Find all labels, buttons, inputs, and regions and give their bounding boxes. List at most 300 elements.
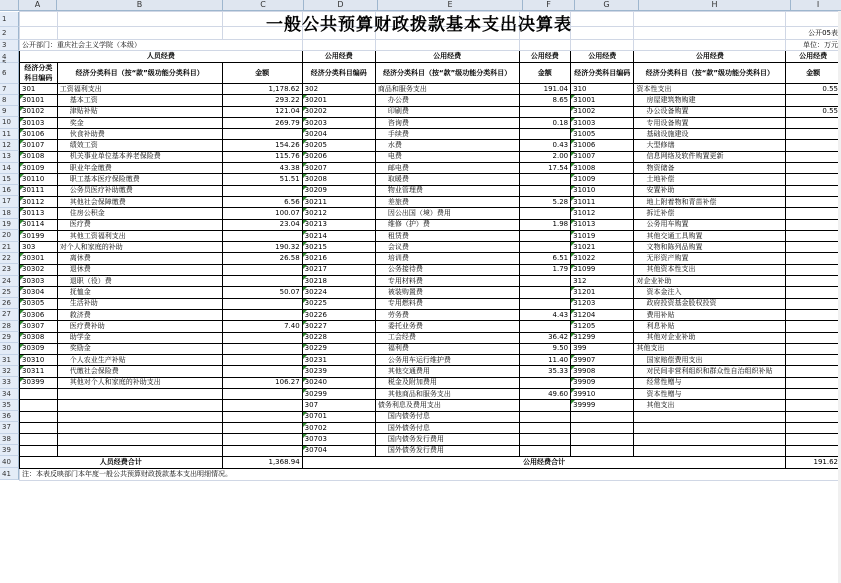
- code-cell[interactable]: 31011: [571, 196, 634, 207]
- code-cell[interactable]: 30299: [302, 389, 375, 400]
- name-cell[interactable]: 咨询费: [375, 117, 519, 128]
- amount-header[interactable]: 金额: [786, 63, 841, 84]
- amount-cell[interactable]: [786, 174, 841, 185]
- name-cell[interactable]: 其他资本性支出: [634, 264, 786, 275]
- name-cell[interactable]: 拆迁补偿: [634, 208, 786, 219]
- row-header[interactable]: 34: [0, 389, 19, 400]
- column-header-c[interactable]: C: [223, 0, 304, 11]
- code-cell[interactable]: 30303: [20, 276, 58, 287]
- column-header-b[interactable]: B: [57, 0, 223, 11]
- name-cell[interactable]: 其他商品和服务支出: [375, 389, 519, 400]
- amount-cell[interactable]: [786, 95, 841, 106]
- code-cell[interactable]: 30226: [302, 309, 375, 320]
- name-cell[interactable]: 国外债务发行费用: [375, 445, 519, 456]
- column-header-d[interactable]: D: [304, 0, 378, 11]
- amount-cell[interactable]: 26.58: [222, 253, 302, 264]
- name-cell[interactable]: 工会经费: [375, 332, 519, 343]
- row-header[interactable]: 41: [0, 468, 19, 480]
- name-cell[interactable]: 其他交通工具购置: [634, 230, 786, 241]
- public-header[interactable]: 公用经费: [634, 51, 786, 63]
- name-cell[interactable]: 公务接待费: [375, 264, 519, 275]
- row-header[interactable]: 9: [0, 106, 19, 117]
- amount-cell[interactable]: [786, 366, 841, 377]
- amount-cell[interactable]: [519, 411, 571, 422]
- name-cell[interactable]: 退职（役）费: [57, 276, 222, 287]
- code-cell[interactable]: 31021: [571, 242, 634, 253]
- amount-cell[interactable]: [786, 377, 841, 388]
- public-header[interactable]: 公用经费: [519, 51, 571, 63]
- amount-cell[interactable]: [786, 276, 841, 287]
- row-header[interactable]: 22: [0, 253, 19, 264]
- cell[interactable]: [375, 40, 519, 51]
- code-cell[interactable]: 30228: [302, 332, 375, 343]
- code-cell[interactable]: 31203: [571, 298, 634, 309]
- public-header[interactable]: 公用经费: [571, 51, 634, 63]
- amount-cell[interactable]: [519, 287, 571, 298]
- row-header[interactable]: 23: [0, 264, 19, 275]
- amount-cell[interactable]: [519, 174, 571, 185]
- code-cell[interactable]: 31013: [571, 219, 634, 230]
- row-header[interactable]: 1: [0, 12, 19, 27]
- code-cell[interactable]: 30109: [20, 163, 58, 174]
- amount-cell[interactable]: [786, 253, 841, 264]
- name-cell[interactable]: 国外债务付息: [375, 422, 519, 433]
- row-header[interactable]: 11: [0, 129, 19, 140]
- amount-cell[interactable]: 115.76: [222, 151, 302, 162]
- row-header[interactable]: 29: [0, 332, 19, 343]
- row-header[interactable]: 16: [0, 185, 19, 196]
- name-cell[interactable]: 国内债务发行费用: [375, 434, 519, 445]
- name-header[interactable]: 经济分类科目（按“款”级功能分类科目）: [57, 63, 222, 84]
- code-cell[interactable]: 31001: [571, 95, 634, 106]
- row-header[interactable]: 15: [0, 174, 19, 185]
- row-header[interactable]: 25: [0, 287, 19, 298]
- code-cell[interactable]: 30207: [302, 163, 375, 174]
- amount-cell[interactable]: 11.40: [519, 355, 571, 366]
- public-header[interactable]: 公用经费: [375, 51, 519, 63]
- code-cell[interactable]: 30311: [20, 366, 58, 377]
- name-cell[interactable]: 基本工资: [57, 95, 222, 106]
- code-cell[interactable]: 31007: [571, 151, 634, 162]
- row-header[interactable]: 37: [0, 422, 19, 433]
- code-cell[interactable]: 39909: [571, 377, 634, 388]
- row-header[interactable]: 10: [0, 117, 19, 128]
- code-cell[interactable]: 31201: [571, 287, 634, 298]
- public-header[interactable]: 公用经费: [786, 51, 841, 63]
- amount-cell[interactable]: [519, 129, 571, 140]
- name-cell[interactable]: [634, 434, 786, 445]
- name-cell[interactable]: 机关事业单位基本养老保险费: [57, 151, 222, 162]
- code-cell[interactable]: 312: [571, 276, 634, 287]
- name-cell[interactable]: 公务员医疗补助缴费: [57, 185, 222, 196]
- code-cell[interactable]: 30108: [20, 151, 58, 162]
- name-cell[interactable]: 差旅费: [375, 196, 519, 207]
- amount-cell[interactable]: [222, 422, 302, 433]
- name-cell[interactable]: 大型修缮: [634, 140, 786, 151]
- code-cell[interactable]: 30202: [302, 106, 375, 117]
- code-cell[interactable]: 30213: [302, 219, 375, 230]
- code-cell[interactable]: 30217: [302, 264, 375, 275]
- amount-cell[interactable]: [786, 400, 841, 411]
- code-cell[interactable]: 307: [302, 400, 375, 411]
- name-cell[interactable]: 信息网络及软件购置更新: [634, 151, 786, 162]
- form-code[interactable]: 公开05表: [786, 27, 841, 40]
- amount-cell[interactable]: 5.28: [519, 196, 571, 207]
- name-cell[interactable]: [634, 411, 786, 422]
- name-cell[interactable]: 资本金注入: [634, 287, 786, 298]
- code-cell[interactable]: 30239: [302, 366, 375, 377]
- amount-cell[interactable]: [519, 276, 571, 287]
- code-cell[interactable]: 30101: [20, 95, 58, 106]
- code-cell[interactable]: 30702: [302, 422, 375, 433]
- amount-cell[interactable]: 9.50: [519, 343, 571, 354]
- code-cell[interactable]: 31204: [571, 309, 634, 320]
- amount-cell[interactable]: [222, 445, 302, 456]
- name-cell[interactable]: 绩效工资: [57, 140, 222, 151]
- personnel-total-value[interactable]: 1,368.94: [222, 456, 302, 468]
- amount-cell[interactable]: [519, 208, 571, 219]
- code-cell[interactable]: [571, 445, 634, 456]
- code-cell[interactable]: 31006: [571, 140, 634, 151]
- code-header[interactable]: 经济分类科目编码: [302, 63, 375, 84]
- amount-cell[interactable]: [786, 445, 841, 456]
- name-header[interactable]: 经济分类科目（按“款”级功能分类科目）: [375, 63, 519, 84]
- amount-cell[interactable]: [222, 185, 302, 196]
- name-cell[interactable]: 对个人和家庭的补助: [57, 242, 222, 253]
- column-header-h[interactable]: H: [639, 0, 791, 11]
- row-header[interactable]: 24: [0, 276, 19, 287]
- amount-cell[interactable]: [786, 208, 841, 219]
- column-header-i[interactable]: I: [791, 0, 841, 11]
- name-cell[interactable]: 费用补贴: [634, 309, 786, 320]
- amount-cell[interactable]: 17.54: [519, 163, 571, 174]
- code-cell[interactable]: 30227: [302, 321, 375, 332]
- row-header[interactable]: 17: [0, 196, 19, 207]
- code-cell[interactable]: [571, 422, 634, 433]
- name-cell[interactable]: 专用设备购置: [634, 117, 786, 128]
- amount-cell[interactable]: [786, 140, 841, 151]
- name-cell[interactable]: 手续费: [375, 129, 519, 140]
- amount-cell[interactable]: 0.55: [786, 84, 841, 95]
- name-cell[interactable]: 专用燃料费: [375, 298, 519, 309]
- code-cell[interactable]: 31012: [571, 208, 634, 219]
- name-cell[interactable]: [57, 422, 222, 433]
- code-cell[interactable]: 39999: [571, 400, 634, 411]
- amount-cell[interactable]: 8.65: [519, 95, 571, 106]
- code-cell[interactable]: 310: [571, 84, 634, 95]
- code-cell[interactable]: 31299: [571, 332, 634, 343]
- footnote[interactable]: 注：本表反映部门本年度一般公共预算财政拨款基本支出明细情况。: [20, 468, 841, 480]
- code-cell[interactable]: [20, 411, 58, 422]
- name-cell[interactable]: 其他工资福利支出: [57, 230, 222, 241]
- amount-cell[interactable]: [222, 129, 302, 140]
- amount-cell[interactable]: [222, 343, 302, 354]
- code-cell[interactable]: 30399: [20, 377, 58, 388]
- amount-cell[interactable]: [222, 389, 302, 400]
- code-cell[interactable]: 30703: [302, 434, 375, 445]
- code-cell[interactable]: 31003: [571, 117, 634, 128]
- name-cell[interactable]: 利息补贴: [634, 321, 786, 332]
- name-cell[interactable]: 福利费: [375, 343, 519, 354]
- name-cell[interactable]: 物业管理费: [375, 185, 519, 196]
- name-cell[interactable]: 印刷费: [375, 106, 519, 117]
- amount-cell[interactable]: 190.32: [222, 242, 302, 253]
- name-cell[interactable]: 公务用车运行维护费: [375, 355, 519, 366]
- amount-cell[interactable]: [786, 242, 841, 253]
- amount-cell[interactable]: [786, 355, 841, 366]
- amount-cell[interactable]: 2.00: [519, 151, 571, 162]
- amount-cell[interactable]: [786, 219, 841, 230]
- amount-cell[interactable]: [519, 106, 571, 117]
- row-header[interactable]: 33: [0, 377, 19, 388]
- amount-cell[interactable]: [786, 151, 841, 162]
- row-header[interactable]: 7: [0, 84, 19, 95]
- amount-cell[interactable]: [786, 298, 841, 309]
- code-cell[interactable]: 31010: [571, 185, 634, 196]
- amount-cell[interactable]: 35.33: [519, 366, 571, 377]
- row-header[interactable]: 28: [0, 321, 19, 332]
- code-cell[interactable]: 30302: [20, 264, 58, 275]
- code-cell[interactable]: 39910: [571, 389, 634, 400]
- name-cell[interactable]: 其他对个人和家庭的补助支出: [57, 377, 222, 388]
- name-cell[interactable]: 其他交通费用: [375, 366, 519, 377]
- amount-cell[interactable]: 154.26: [222, 140, 302, 151]
- name-cell[interactable]: 办公费: [375, 95, 519, 106]
- row-header[interactable]: 38: [0, 434, 19, 445]
- name-cell[interactable]: 物资储备: [634, 163, 786, 174]
- name-cell[interactable]: 资本性支出: [634, 84, 786, 95]
- code-cell[interactable]: 30224: [302, 287, 375, 298]
- public-total-label[interactable]: 公用经费合计: [302, 456, 786, 468]
- code-cell[interactable]: [20, 434, 58, 445]
- code-cell[interactable]: 30231: [302, 355, 375, 366]
- code-cell[interactable]: 30307: [20, 321, 58, 332]
- name-cell[interactable]: 其他支出: [634, 400, 786, 411]
- name-header[interactable]: 经济分类科目（按“款”级功能分类科目）: [634, 63, 786, 84]
- column-header-a[interactable]: A: [19, 0, 57, 11]
- name-cell[interactable]: 专用材料费: [375, 276, 519, 287]
- code-header[interactable]: 经济分类科目编码: [20, 63, 58, 84]
- code-cell[interactable]: 30206: [302, 151, 375, 162]
- name-cell[interactable]: 经常性赠与: [634, 377, 786, 388]
- amount-cell[interactable]: [519, 377, 571, 388]
- name-cell[interactable]: 伙食补助费: [57, 129, 222, 140]
- code-cell[interactable]: 30306: [20, 309, 58, 320]
- amount-cell[interactable]: [519, 298, 571, 309]
- amount-cell[interactable]: [786, 321, 841, 332]
- amount-cell[interactable]: [222, 366, 302, 377]
- select-all-corner[interactable]: [0, 0, 19, 11]
- column-header-e[interactable]: E: [378, 0, 523, 11]
- name-cell[interactable]: 水费: [375, 140, 519, 151]
- name-cell[interactable]: 资本性赠与: [634, 389, 786, 400]
- code-cell[interactable]: 30103: [20, 117, 58, 128]
- name-cell[interactable]: 劳务费: [375, 309, 519, 320]
- column-header-f[interactable]: F: [523, 0, 575, 11]
- row-header[interactable]: 18: [0, 208, 19, 219]
- name-cell[interactable]: 房屋建筑物购建: [634, 95, 786, 106]
- amount-cell[interactable]: [222, 264, 302, 275]
- code-cell[interactable]: 30208: [302, 174, 375, 185]
- amount-cell[interactable]: 1,178.62: [222, 84, 302, 95]
- name-cell[interactable]: 政府投资基金股权投资: [634, 298, 786, 309]
- name-cell[interactable]: 安置补助: [634, 185, 786, 196]
- name-cell[interactable]: 奖励金: [57, 343, 222, 354]
- amount-cell[interactable]: 7.40: [222, 321, 302, 332]
- amount-cell[interactable]: [519, 445, 571, 456]
- department-label[interactable]: 公开部门：重庆社会主义学院（本级）: [20, 40, 303, 51]
- code-header[interactable]: 经济分类科目编码: [571, 63, 634, 84]
- name-cell[interactable]: 土地补偿: [634, 174, 786, 185]
- code-cell[interactable]: 30308: [20, 332, 58, 343]
- amount-cell[interactable]: [222, 309, 302, 320]
- code-cell[interactable]: 30111: [20, 185, 58, 196]
- cell[interactable]: [634, 40, 786, 51]
- name-cell[interactable]: 工资福利支出: [57, 84, 222, 95]
- cell[interactable]: [302, 40, 375, 51]
- cell[interactable]: [571, 40, 634, 51]
- name-cell[interactable]: 离休费: [57, 253, 222, 264]
- public-header[interactable]: 公用经费: [302, 51, 375, 63]
- cell[interactable]: [519, 40, 571, 51]
- name-cell[interactable]: 个人农业生产补贴: [57, 355, 222, 366]
- code-cell[interactable]: 301: [20, 84, 58, 95]
- code-cell[interactable]: 30107: [20, 140, 58, 151]
- code-cell[interactable]: 30211: [302, 196, 375, 207]
- name-cell[interactable]: 救济费: [57, 309, 222, 320]
- row-header[interactable]: 4: [0, 51, 19, 63]
- amount-cell[interactable]: 36.42: [519, 332, 571, 343]
- name-cell[interactable]: [634, 422, 786, 433]
- code-cell[interactable]: [20, 445, 58, 456]
- amount-cell[interactable]: 0.55: [786, 106, 841, 117]
- code-cell[interactable]: 30112: [20, 196, 58, 207]
- amount-cell[interactable]: [222, 400, 302, 411]
- code-cell[interactable]: 30240: [302, 377, 375, 388]
- row-header[interactable]: 26: [0, 298, 19, 309]
- amount-cell[interactable]: 50.07: [222, 287, 302, 298]
- name-cell[interactable]: 生活补助: [57, 298, 222, 309]
- name-cell[interactable]: 商品和服务支出: [375, 84, 519, 95]
- code-cell[interactable]: 303: [20, 242, 58, 253]
- code-cell[interactable]: 31002: [571, 106, 634, 117]
- name-cell[interactable]: 对企业补助: [634, 276, 786, 287]
- name-cell[interactable]: 国家赔偿费用支出: [634, 355, 786, 366]
- public-total-value[interactable]: 191.62: [786, 456, 841, 468]
- amount-cell[interactable]: 269.79: [222, 117, 302, 128]
- amount-cell[interactable]: 4.43: [519, 309, 571, 320]
- amount-cell[interactable]: 106.27: [222, 377, 302, 388]
- code-cell[interactable]: 30113: [20, 208, 58, 219]
- code-cell[interactable]: 30201: [302, 95, 375, 106]
- amount-cell[interactable]: 6.56: [222, 196, 302, 207]
- code-cell[interactable]: 30106: [20, 129, 58, 140]
- amount-cell[interactable]: [786, 332, 841, 343]
- name-cell[interactable]: [57, 445, 222, 456]
- row-header[interactable]: 13: [0, 151, 19, 162]
- name-cell[interactable]: 职业年金缴费: [57, 163, 222, 174]
- name-cell[interactable]: 被装购置费: [375, 287, 519, 298]
- code-cell[interactable]: 30218: [302, 276, 375, 287]
- amount-cell[interactable]: 49.60: [519, 389, 571, 400]
- code-cell[interactable]: 30203: [302, 117, 375, 128]
- code-cell[interactable]: 30204: [302, 129, 375, 140]
- name-cell[interactable]: 维修（护）费: [375, 219, 519, 230]
- code-cell[interactable]: 30225: [302, 298, 375, 309]
- code-cell[interactable]: 31205: [571, 321, 634, 332]
- row-header[interactable]: 6: [0, 63, 19, 84]
- amount-cell[interactable]: 23.04: [222, 219, 302, 230]
- code-cell[interactable]: 39907: [571, 355, 634, 366]
- code-cell[interactable]: 30701: [302, 411, 375, 422]
- code-cell[interactable]: 30215: [302, 242, 375, 253]
- amount-cell[interactable]: [519, 230, 571, 241]
- amount-cell[interactable]: [786, 117, 841, 128]
- amount-cell[interactable]: [786, 411, 841, 422]
- name-cell[interactable]: 国内债务付息: [375, 411, 519, 422]
- amount-cell[interactable]: [786, 196, 841, 207]
- amount-cell[interactable]: [786, 287, 841, 298]
- name-cell[interactable]: 助学金: [57, 332, 222, 343]
- code-cell[interactable]: 31022: [571, 253, 634, 264]
- amount-cell[interactable]: 1.79: [519, 264, 571, 275]
- row-header[interactable]: 40: [0, 456, 19, 468]
- name-cell[interactable]: 其他支出: [634, 343, 786, 354]
- row-header[interactable]: 19: [0, 219, 19, 230]
- name-cell[interactable]: 其他社会保障缴费: [57, 196, 222, 207]
- name-cell[interactable]: 债务利息及费用支出: [375, 400, 519, 411]
- amount-cell[interactable]: [222, 332, 302, 343]
- amount-cell[interactable]: [222, 434, 302, 445]
- code-cell[interactable]: 30310: [20, 355, 58, 366]
- amount-cell[interactable]: 1.98: [519, 219, 571, 230]
- name-cell[interactable]: 培训费: [375, 253, 519, 264]
- amount-cell[interactable]: 0.18: [519, 117, 571, 128]
- amount-cell[interactable]: [519, 185, 571, 196]
- row-header[interactable]: 39: [0, 445, 19, 456]
- code-cell[interactable]: [20, 389, 58, 400]
- row-header[interactable]: 20: [0, 230, 19, 241]
- amount-cell[interactable]: 293.22: [222, 95, 302, 106]
- amount-cell[interactable]: [519, 434, 571, 445]
- name-cell[interactable]: 住房公积金: [57, 208, 222, 219]
- code-cell[interactable]: 30209: [302, 185, 375, 196]
- code-cell[interactable]: 30704: [302, 445, 375, 456]
- amount-cell[interactable]: [222, 355, 302, 366]
- name-cell[interactable]: 文物和陈列品购置: [634, 242, 786, 253]
- row-header[interactable]: 36: [0, 411, 19, 422]
- row-header[interactable]: 27: [0, 309, 19, 320]
- amount-cell[interactable]: [222, 411, 302, 422]
- amount-header[interactable]: 金额: [222, 63, 302, 84]
- name-cell[interactable]: 电费: [375, 151, 519, 162]
- code-cell[interactable]: 30110: [20, 174, 58, 185]
- amount-cell[interactable]: [786, 230, 841, 241]
- row-header[interactable]: 35: [0, 400, 19, 411]
- amount-cell[interactable]: [519, 242, 571, 253]
- name-cell[interactable]: 医疗费: [57, 219, 222, 230]
- amount-cell[interactable]: [786, 185, 841, 196]
- amount-cell[interactable]: [519, 321, 571, 332]
- name-cell[interactable]: 因公出国（境）费用: [375, 208, 519, 219]
- row-header[interactable]: 30: [0, 343, 19, 354]
- row-header[interactable]: 31: [0, 355, 19, 366]
- amount-cell[interactable]: [786, 343, 841, 354]
- name-cell[interactable]: [57, 400, 222, 411]
- code-cell[interactable]: 39908: [571, 366, 634, 377]
- name-cell[interactable]: 公务用车购置: [634, 219, 786, 230]
- name-cell[interactable]: [57, 434, 222, 445]
